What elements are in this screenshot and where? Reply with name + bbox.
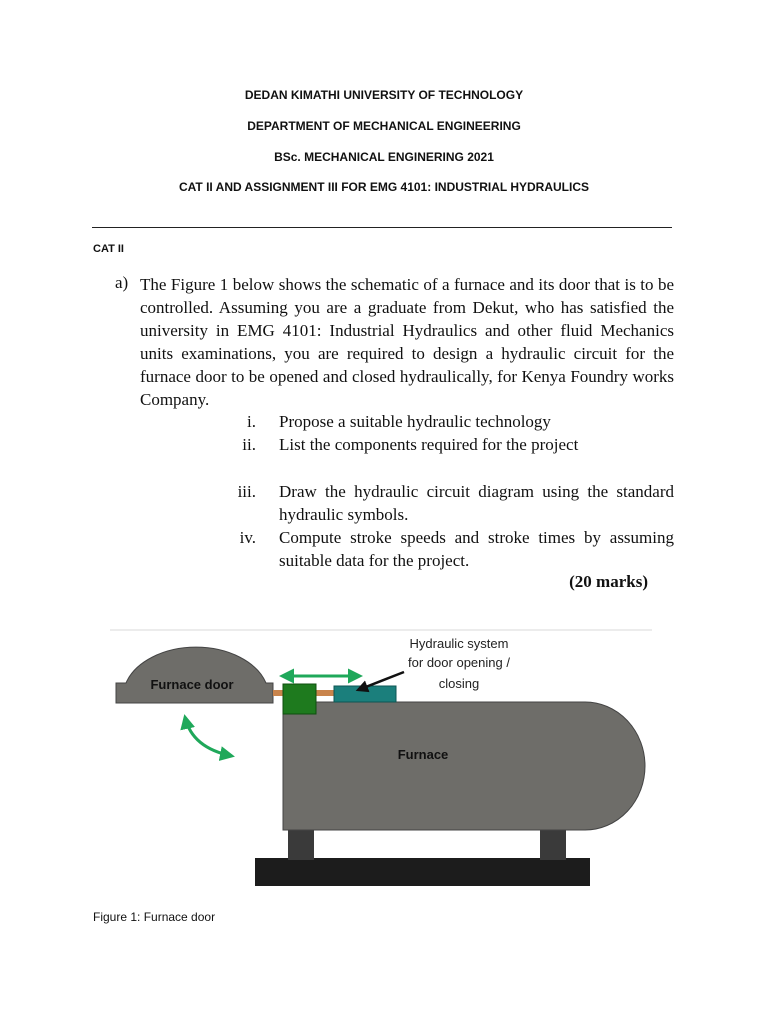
item-number: iii. bbox=[237, 482, 256, 501]
item-number: i. bbox=[247, 412, 256, 431]
university-name: DEDAN KIMATHI UNIVERSITY OF TECHNOLOGY bbox=[244, 88, 524, 102]
question-label: a) bbox=[115, 273, 129, 292]
question-text: The Figure 1 below shows the schematic of a furnace and its door that is to be controlled. Assuming you are a graduate from Dekut, who has satisfied the university in EMG 4101: Industrial Hydraulics and other fluid Mechanics units examinations, you are required to design a hydraulic circuit for the furnace door to be opened and closed hydraulically, for Kenya Foundry works Company. bbox=[140, 275, 674, 409]
furnace-leg-left bbox=[288, 828, 314, 860]
furnace-leg-right bbox=[540, 828, 566, 860]
course-title: CAT II AND ASSIGNMENT III FOR EMG 4101: INDUSTRIAL HYDRAULICS bbox=[178, 180, 590, 194]
program-name: BSc. MECHANICAL ENGINERING 2021 bbox=[274, 150, 494, 164]
item-text: List the components required for the project bbox=[279, 435, 579, 454]
furnace-door bbox=[116, 647, 273, 703]
item-text: Compute stroke speeds and stroke times by assuming suitable data for the project. bbox=[279, 528, 674, 570]
hydraulic-label-line2: for door opening / bbox=[408, 655, 510, 670]
hydraulic-cylinder bbox=[283, 684, 316, 714]
curved-arrow-icon bbox=[185, 717, 232, 756]
marks-label: (20 marks) bbox=[569, 572, 648, 591]
item-text: Draw the hydraulic circuit diagram using the standard hydraulic symbols. bbox=[279, 482, 674, 524]
figure-caption: Figure 1: Furnace door bbox=[93, 910, 216, 924]
item-number: iv. bbox=[239, 528, 256, 547]
furnace-base bbox=[255, 858, 590, 886]
item-text: Propose a suitable hydraulic technology bbox=[279, 412, 551, 431]
door-label: Furnace door bbox=[150, 677, 234, 692]
department-name: DEPARTMENT OF MECHANICAL ENGINEERING bbox=[247, 119, 521, 133]
furnace-label: Furnace bbox=[397, 747, 449, 762]
section-title: CAT II bbox=[93, 243, 124, 255]
hydraulic-label-line1: Hydraulic system bbox=[409, 636, 509, 651]
item-number: ii. bbox=[242, 435, 256, 454]
furnace-body bbox=[283, 702, 645, 830]
hydraulic-label-line3: closing bbox=[438, 676, 480, 691]
